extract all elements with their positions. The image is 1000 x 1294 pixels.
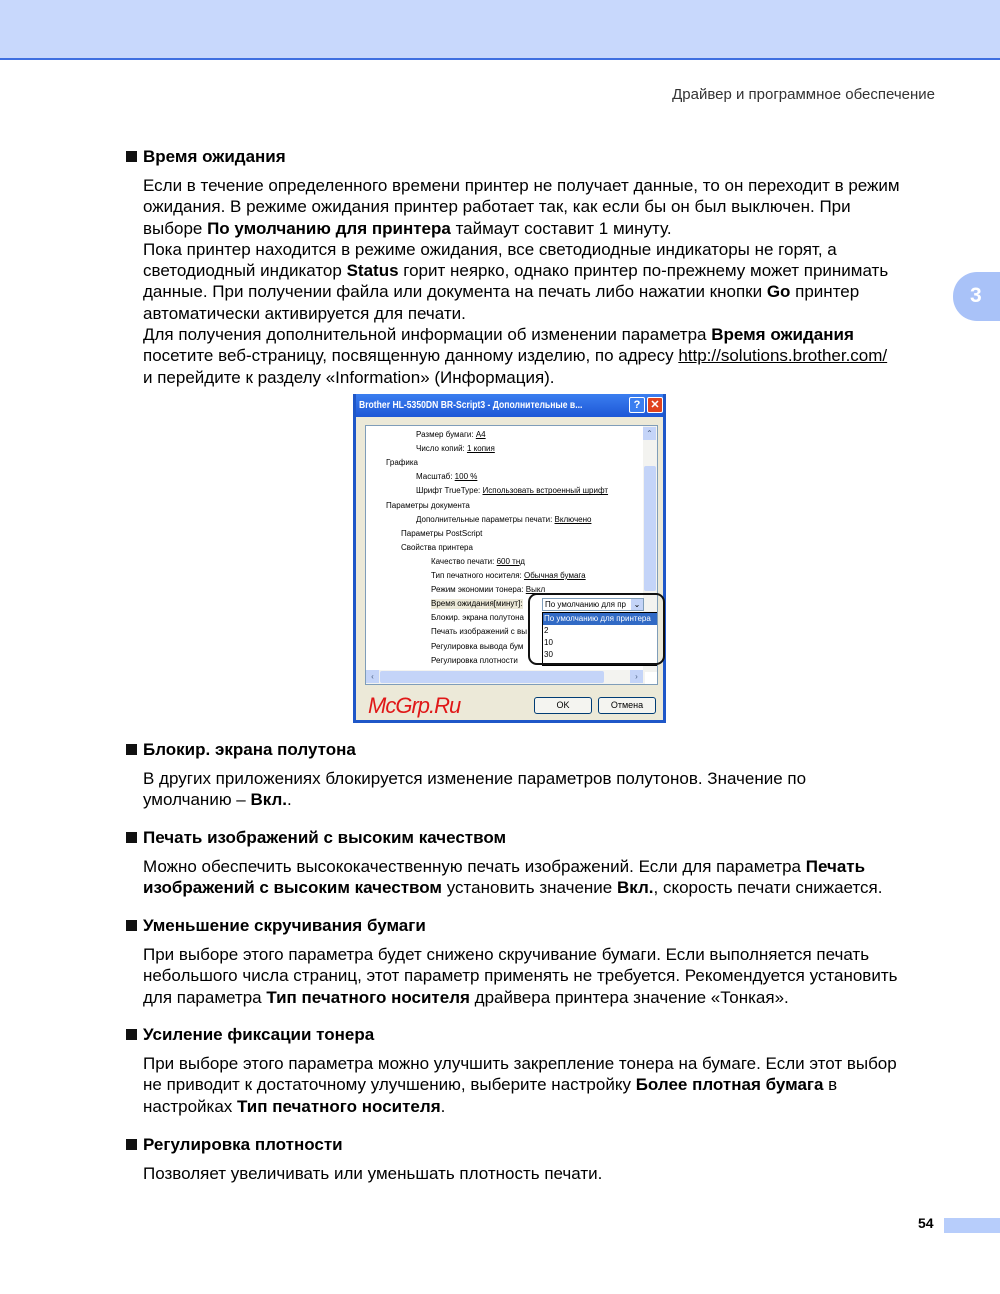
text-line	[143, 239, 946, 260]
highlight-oval	[528, 593, 665, 665]
section	[126, 1024, 946, 1117]
text: .	[440, 1096, 446, 1116]
bold-text: Более плотная бумага	[635, 1075, 824, 1095]
section-title: Время ожидания	[143, 147, 286, 166]
scroll-right-icon[interactable]: ›	[630, 670, 643, 683]
text: принтер	[790, 282, 860, 302]
tree-item-value[interactable]: 100 %	[454, 472, 478, 482]
section-body	[126, 175, 946, 388]
text-line	[143, 987, 946, 1008]
advanced-options-dialog	[353, 394, 666, 723]
chevron-down-icon[interactable]: ⌄	[631, 599, 643, 610]
text-line	[143, 965, 946, 986]
text: не приводит к достаточному улучшению, выберите настройку	[143, 1075, 636, 1095]
bullet-square	[126, 151, 137, 162]
tree-item[interactable]	[416, 430, 486, 440]
text: посетите веб-страницу, посвященную данному изделию, по адресу	[143, 346, 679, 366]
section-body	[126, 1053, 946, 1117]
cancel-button[interactable]: Отмена	[598, 697, 656, 714]
tree-item-label: Тип печатного носителя:	[431, 571, 524, 580]
text: При выборе этого параметра будет снижено скручивание бумаги. Если выполняется печать	[143, 945, 870, 964]
section-heading	[126, 146, 946, 167]
text-line	[143, 281, 946, 302]
section	[126, 146, 946, 388]
bullet-square	[126, 1029, 137, 1040]
text: Позволяет увеличивать или уменьшать плотность печати.	[143, 1164, 603, 1183]
section-heading	[126, 1134, 946, 1155]
text: настройках	[143, 1096, 238, 1116]
text: и перейдите к разделу «Information» (Информация).	[143, 367, 555, 387]
bold-text: Вкл.	[616, 878, 654, 898]
chapter-tab: 3	[953, 272, 1000, 321]
tree-item[interactable]	[401, 543, 473, 553]
tree-item[interactable]	[431, 599, 523, 609]
timeout-option[interactable]: 2	[544, 626, 549, 635]
bold-text: Тип печатного носителя	[266, 987, 470, 1007]
text: Можно обеспечить высококачественную печать изображений. Если для параметра	[143, 857, 806, 876]
text-line	[143, 1096, 946, 1117]
bold-text: изображений с высоким качеством	[143, 878, 443, 898]
text-line	[143, 345, 946, 366]
section	[126, 827, 946, 899]
tree-item[interactable]	[386, 501, 470, 511]
url-link[interactable]: http://solutions.brother.com/	[678, 346, 888, 366]
bold-text: Тип печатного носителя	[237, 1096, 441, 1116]
timeout-select-value: По умолчанию для пр	[545, 600, 626, 609]
tree-item-label: Регулировка плотности	[431, 655, 518, 665]
section-heading	[126, 915, 946, 936]
text: небольшого числа страниц, этот параметр применять не требуется. Рекомендуется установить	[143, 966, 898, 986]
text: ожидания. В режиме ожидания принтер работает так, как если бы он был выключен. При	[143, 197, 851, 217]
tree-item-label: Размер бумаги:	[416, 430, 476, 439]
text-line	[143, 218, 946, 239]
tree-item-label: Режим экономии тонера:	[431, 585, 526, 595]
text-line	[143, 260, 946, 281]
tree-item[interactable]	[431, 642, 523, 652]
text-line	[143, 1074, 946, 1095]
text: для параметра	[143, 987, 267, 1007]
tree-item[interactable]	[431, 627, 527, 637]
text-line	[143, 856, 946, 877]
text: В других приложениях блокируется изменение параметров полутонов. Значение по	[143, 769, 807, 788]
text-line	[143, 367, 946, 388]
tree-item-label: Свойства принтера	[401, 542, 473, 552]
top-banner	[0, 0, 1000, 60]
text-line	[143, 303, 946, 324]
footer-bar	[944, 1218, 1000, 1233]
tree-item[interactable]	[431, 613, 524, 623]
tree-item-value[interactable]: Использовать встроенный шрифт	[482, 486, 609, 496]
text: драйвера принтера значение «Тонкая».	[469, 987, 789, 1007]
tree-item-label: Графика	[386, 458, 418, 468]
text: в	[823, 1075, 838, 1095]
bullet-square	[126, 1139, 137, 1150]
text-line	[143, 944, 946, 965]
tree-item[interactable]	[431, 557, 525, 567]
text-line	[143, 768, 946, 789]
section-body	[126, 944, 946, 1008]
tree-item-label: Масштаб:	[416, 472, 455, 482]
running-header: Драйвер и программное обеспечение	[672, 86, 935, 103]
tree-item-label: Параметры документа	[386, 500, 470, 510]
section-body	[126, 856, 946, 899]
bold-text: Go	[766, 282, 791, 302]
section-title: Печать изображений с высоким качеством	[143, 828, 507, 847]
tree-item-value[interactable]: Включено	[554, 514, 592, 524]
bullet-square	[126, 920, 137, 931]
timeout-option[interactable]: По умолчанию для принтера	[543, 613, 658, 625]
text-line	[143, 1163, 946, 1184]
tree-item-label: Шрифт TrueType:	[416, 486, 483, 496]
tree-item-value[interactable]: Выкл	[525, 585, 546, 595]
section	[126, 915, 946, 1008]
text: таймаут составит 1 минуту.	[450, 218, 672, 238]
tree-item-value[interactable]: A4	[475, 430, 486, 439]
timeout-option[interactable]: 30	[544, 650, 553, 659]
tree-item[interactable]	[416, 444, 495, 454]
text-line	[143, 789, 946, 810]
bullet-square	[126, 744, 137, 755]
page-number: 54	[918, 1215, 934, 1231]
close-button[interactable]: ✕	[647, 397, 663, 413]
text-line	[143, 196, 946, 217]
tree-item-value[interactable]: 600 тнд	[496, 556, 525, 566]
text: При выборе этого параметра можно улучшить закрепление тонера на бумаге. Если этот выбор	[143, 1054, 897, 1073]
section-title: Блокир. экрана полутона	[143, 740, 356, 759]
tree-item[interactable]	[386, 458, 418, 468]
section-heading	[126, 739, 946, 760]
text: умолчанию –	[143, 790, 251, 810]
bold-text: Время ожидания	[711, 325, 854, 345]
tree-item[interactable]	[431, 656, 518, 666]
tree-item[interactable]	[431, 571, 586, 581]
text: светодиодный индикатор	[143, 261, 347, 281]
tree-item[interactable]	[416, 486, 608, 496]
section-body	[126, 1163, 946, 1184]
tree-item-label: Блокир. экрана полутона	[431, 613, 524, 623]
tree-item[interactable]	[416, 515, 591, 525]
text-line	[143, 877, 946, 898]
text-line	[143, 1053, 946, 1074]
section	[126, 739, 946, 811]
bold-text: По умолчанию для принтера	[207, 218, 451, 238]
ok-button[interactable]: OK	[534, 697, 592, 714]
tree-item-value[interactable]: Обычная бумага	[524, 571, 586, 580]
text: горит неярко, однако принтер по-прежнему может принимать	[398, 261, 889, 281]
section-title: Регулировка плотности	[143, 1135, 343, 1154]
dialog-title: Brother HL-5350DN BR-Script3 - Дополнительные в...	[359, 400, 583, 411]
tree-item-value[interactable]: 1 копия	[466, 444, 495, 454]
text: выборе	[143, 218, 208, 238]
text: Пока принтер находится в режиме ожидания, все светодиодные индикаторы не горят, а	[143, 239, 837, 259]
text: Если в течение определенного времени принтер не получает данные, то он переходит в режим	[143, 176, 900, 195]
bold-text: Status	[346, 261, 399, 281]
text: автоматически активируется для печати.	[143, 303, 466, 323]
bold-text: Печать	[805, 857, 866, 876]
help-button[interactable]: ?	[629, 397, 645, 413]
text: данные. При получении файла или документа на печать либо нажатии кнопки	[143, 282, 767, 302]
tree-item-label: Регулировка вывода бум	[431, 641, 524, 651]
text: , скорость печати снижается.	[653, 878, 883, 898]
scroll-up-icon[interactable]: ⌃	[643, 427, 656, 440]
section-heading	[126, 1024, 946, 1045]
text: Для получения дополнительной информации об изменении параметра	[143, 325, 712, 345]
section-body	[126, 768, 946, 811]
section-heading	[126, 827, 946, 848]
text-line	[143, 175, 946, 196]
scroll-left-icon[interactable]: ‹	[366, 670, 379, 683]
text: .	[287, 790, 292, 810]
tree-item-label: Печать изображений с вы	[431, 627, 528, 637]
watermark-logo: McGrp.Ru	[368, 693, 461, 718]
section-title: Уменьшение скручивания бумаги	[143, 916, 426, 935]
bullet-square	[126, 832, 137, 843]
text-line	[143, 324, 946, 345]
horizontal-scrollbar[interactable]	[366, 670, 645, 684]
tree-item-label: Дополнительные параметры печати:	[416, 514, 555, 524]
section	[126, 1134, 946, 1184]
tree-item[interactable]	[401, 529, 482, 539]
text: установить значение	[442, 878, 617, 898]
section-title: Усиление фиксации тонера	[143, 1025, 375, 1044]
tree-item-label: Параметры PostScript	[401, 528, 483, 538]
tree-item[interactable]	[416, 472, 477, 482]
bold-text: Вкл.	[250, 790, 287, 810]
tree-item-label: Качество печати:	[431, 556, 497, 566]
dialog-titlebar	[356, 394, 663, 417]
tree-item-label: Число копий:	[416, 444, 467, 454]
tree-item-label: Время ожидания[минут]:	[431, 599, 523, 609]
tree-item[interactable]	[431, 585, 545, 595]
timeout-option[interactable]: 10	[544, 638, 553, 647]
